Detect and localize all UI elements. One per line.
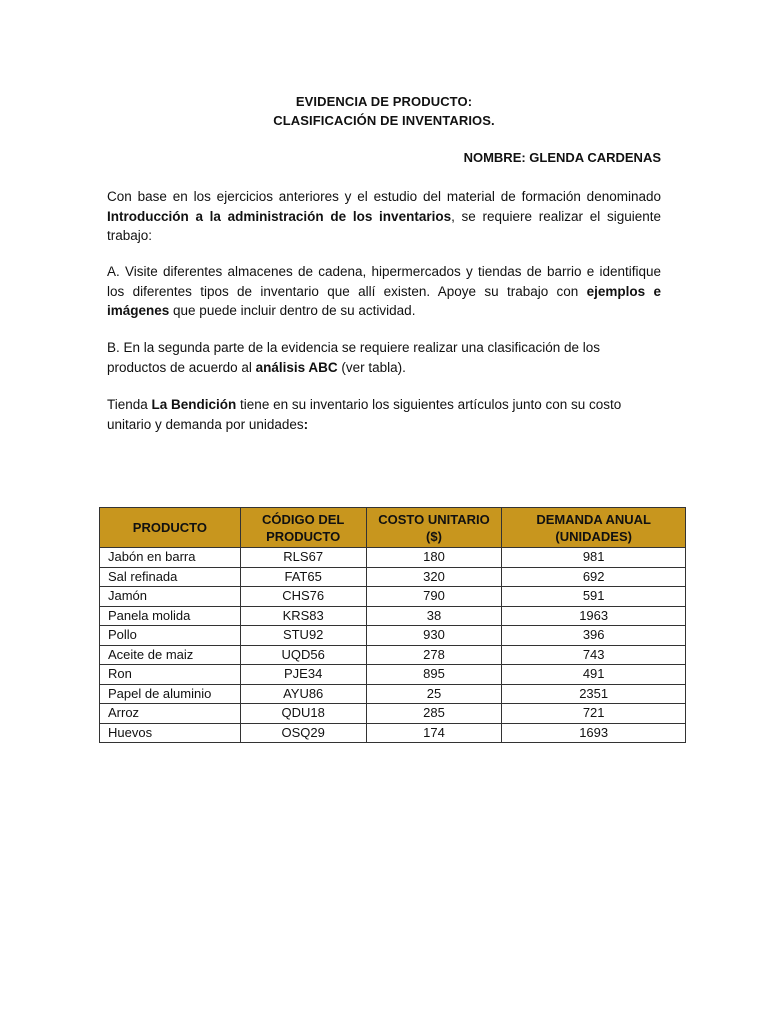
task-a-paragraph: A. Visite diferentes almacenes de cadena, hipermercados y tiendas de barrio e identifique los diferentes tipos de inventario que allí existen. Apoye su trabajo con ejemplos e imágenes que puede incluir dentro de su actividad. <box>107 264 662 318</box>
table-row <box>100 723 686 743</box>
task-b-paragraph: B. En la segunda parte de la evidencia se requiere realizar una clasificación de los productos de acuerdo al análisis ABC (ver tabla). <box>107 340 601 375</box>
cell-demanda: 2351 <box>502 684 686 704</box>
header-demanda: DEMANDA ANUAL (UNIDADES) <box>502 508 686 548</box>
cell-costo: 174 <box>366 723 502 743</box>
header-costo: COSTO UNITARIO ($) <box>366 508 502 548</box>
cell-producto: Ron <box>100 665 241 685</box>
cell-costo: 285 <box>366 704 502 724</box>
document-title: EVIDENCIA DE PRODUCTO: <box>295 94 473 109</box>
intro-paragraph: Con base en los ejercicios anteriores y el estudio del material de formación denominado Introducción a la administración de los inventarios, se requiere realizar el siguiente trabajo: <box>107 189 661 243</box>
cell-demanda: 1963 <box>502 606 686 626</box>
cell-producto: Panela molida <box>100 606 241 626</box>
table-row <box>100 665 686 685</box>
table-row <box>100 606 686 626</box>
cell-producto: Jabón en barra <box>100 548 241 568</box>
cell-producto: Jamón <box>100 587 241 607</box>
cell-codigo: RLS67 <box>240 548 366 568</box>
cell-costo: 38 <box>366 606 502 626</box>
cell-costo: 930 <box>366 626 502 646</box>
table-row <box>100 626 686 646</box>
cell-demanda: 981 <box>502 548 686 568</box>
cell-producto: Papel de aluminio <box>100 684 241 704</box>
cell-costo: 790 <box>366 587 502 607</box>
cell-demanda: 721 <box>502 704 686 724</box>
cell-costo: 25 <box>366 684 502 704</box>
cell-demanda: 396 <box>502 626 686 646</box>
inventory-table <box>99 507 686 743</box>
cell-codigo: QDU18 <box>240 704 366 724</box>
cell-codigo: CHS76 <box>240 587 366 607</box>
store-paragraph: Tienda La Bendición tiene en su inventario los siguientes artículos junto con su costo unitario y demanda por unidades: <box>107 397 622 432</box>
table-row <box>100 645 686 665</box>
table-header-row <box>100 508 686 548</box>
cell-costo: 180 <box>366 548 502 568</box>
table-row <box>100 704 686 724</box>
cell-demanda: 1693 <box>502 723 686 743</box>
document-subtitle: CLASIFICACIÓN DE INVENTARIOS. <box>273 113 495 128</box>
cell-producto: Huevos <box>100 723 241 743</box>
table-row <box>100 548 686 568</box>
cell-codigo: OSQ29 <box>240 723 366 743</box>
cell-producto: Arroz <box>100 704 241 724</box>
header-codigo: CÓDIGO DEL PRODUCTO <box>240 508 366 548</box>
cell-codigo: AYU86 <box>240 684 366 704</box>
cell-codigo: KRS83 <box>240 606 366 626</box>
student-name: NOMBRE: GLENDA CARDENAS <box>463 150 661 165</box>
cell-producto: Aceite de maiz <box>100 645 241 665</box>
cell-demanda: 491 <box>502 665 686 685</box>
cell-producto: Sal refinada <box>100 567 241 587</box>
cell-demanda: 692 <box>502 567 686 587</box>
table-row <box>100 587 686 607</box>
cell-codigo: UQD56 <box>240 645 366 665</box>
cell-codigo: FAT65 <box>240 567 366 587</box>
table-row <box>100 567 686 587</box>
cell-producto: Pollo <box>100 626 241 646</box>
cell-codigo: PJE34 <box>240 665 366 685</box>
cell-costo: 278 <box>366 645 502 665</box>
cell-costo: 320 <box>366 567 502 587</box>
cell-demanda: 743 <box>502 645 686 665</box>
cell-demanda: 591 <box>502 587 686 607</box>
table-row <box>100 684 686 704</box>
cell-costo: 895 <box>366 665 502 685</box>
header-producto: PRODUCTO <box>100 508 241 548</box>
cell-codigo: STU92 <box>240 626 366 646</box>
